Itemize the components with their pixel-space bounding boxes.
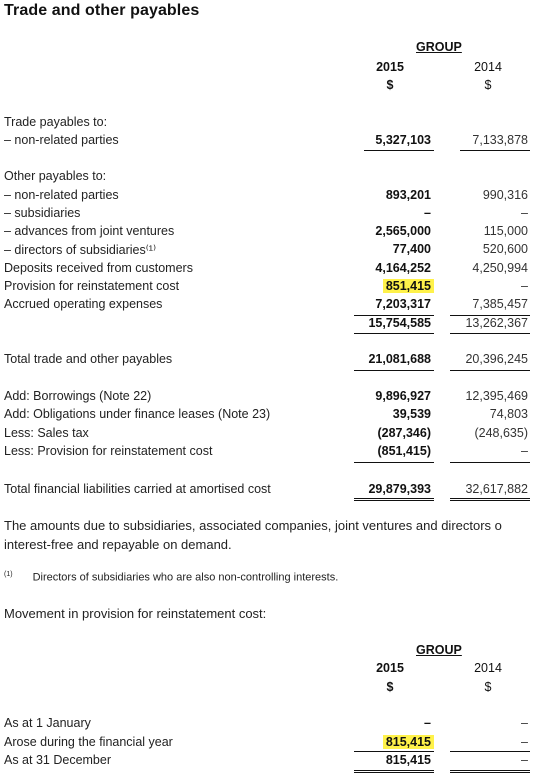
table-row xyxy=(0,389,544,405)
row-label: – non-related parties xyxy=(4,133,119,147)
row-label: – directors of subsidiaries⁽¹⁾ xyxy=(4,243,157,257)
rule xyxy=(460,150,530,151)
row-label: – subsidiaries xyxy=(4,206,81,220)
currency-2015: $ xyxy=(386,78,394,92)
rule xyxy=(354,751,434,752)
value-2015: 21,081,688 xyxy=(368,352,431,366)
double-rule xyxy=(354,498,434,501)
total-row xyxy=(0,352,544,368)
value-2015: 893,201 xyxy=(385,188,431,202)
value-2015: (851,415) xyxy=(377,444,431,458)
footnote xyxy=(4,571,338,584)
value-2015: 15,754,585 xyxy=(368,316,431,330)
value-2015: – xyxy=(424,206,431,220)
table-row xyxy=(0,716,544,732)
group-header: GROUP xyxy=(416,40,462,54)
table-row xyxy=(0,735,544,751)
value-2014: (248,635) xyxy=(474,426,528,440)
row-label: – non-related parties xyxy=(4,188,119,202)
rule xyxy=(450,333,530,334)
table-row xyxy=(0,261,544,277)
row-label: – advances from joint ventures xyxy=(4,224,175,238)
currency-2014: $ xyxy=(484,680,492,694)
table-row xyxy=(0,242,544,258)
rule xyxy=(354,370,434,371)
section-label-trade xyxy=(0,115,544,131)
value-2015-highlighted: 815,415 xyxy=(383,735,434,749)
row-label: Add: Borrowings (Note 22) xyxy=(4,389,152,403)
value-2014: 12,395,469 xyxy=(465,389,528,403)
value-2014: – xyxy=(521,444,528,458)
section-heading: Movement in provision for reinstatement cost: xyxy=(4,606,267,621)
row-label: Provision for reinstatement cost xyxy=(4,279,180,293)
note-paragraph-line: The amounts due to subsidiaries, associated companies, joint ventures and directors o xyxy=(4,518,502,533)
value-2015: 77,400 xyxy=(392,242,431,256)
table-row xyxy=(0,133,544,149)
rule xyxy=(450,370,530,371)
value-2014: – xyxy=(521,206,528,220)
value-2015: 2,565,000 xyxy=(375,224,431,238)
value-2015: 5,327,103 xyxy=(375,133,431,147)
value-2014: 7,133,878 xyxy=(472,133,528,147)
currency-2014: $ xyxy=(484,78,492,92)
col-header-2014: 2014 xyxy=(474,661,502,675)
total-row xyxy=(0,482,544,498)
row-label: Trade payables to: xyxy=(4,115,108,129)
double-rule xyxy=(450,770,530,773)
rule xyxy=(354,333,434,334)
value-2015: 39,539 xyxy=(392,407,431,421)
table-row xyxy=(0,297,544,313)
value-2015: (287,346) xyxy=(377,426,431,440)
row-label: Add: Obligations under finance leases (Note 23) xyxy=(4,407,271,421)
value-2014: – xyxy=(521,735,528,749)
table-row xyxy=(0,206,544,222)
table-row xyxy=(0,426,544,442)
value-2015: – xyxy=(424,716,431,730)
rule xyxy=(354,462,434,463)
table-row xyxy=(0,188,544,204)
row-label: As at 31 December xyxy=(4,753,111,767)
total-row xyxy=(0,753,544,769)
value-2014: 74,803 xyxy=(489,407,528,421)
rule xyxy=(364,150,434,151)
double-rule xyxy=(450,498,530,501)
table-row xyxy=(0,279,544,295)
value-2015-highlighted: 851,415 xyxy=(383,279,434,293)
col-header-2015: 2015 xyxy=(376,60,404,74)
currency-2015: $ xyxy=(386,680,394,694)
value-2015: 7,203,317 xyxy=(375,297,431,311)
page-title: Trade and other payables xyxy=(4,2,200,19)
value-2014: – xyxy=(521,716,528,730)
value-2014: – xyxy=(521,753,528,767)
rule xyxy=(450,462,530,463)
row-label: Total financial liabilities carried at amortised cost xyxy=(4,482,271,496)
row-label: Total trade and other payables xyxy=(4,352,173,366)
value-2014: 990,316 xyxy=(482,188,528,202)
col-header-2015: 2015 xyxy=(376,661,404,675)
value-2014: – xyxy=(521,279,528,293)
row-label: As at 1 January xyxy=(4,716,91,730)
row-label: Arose during the financial year xyxy=(4,735,173,749)
value-2014: 7,385,457 xyxy=(472,297,528,311)
value-2014: 20,396,245 xyxy=(465,352,528,366)
note-paragraph-line: interest-free and repayable on demand. xyxy=(4,537,232,552)
value-2015: 4,164,252 xyxy=(375,261,431,275)
value-2014: 13,262,367 xyxy=(465,316,528,330)
footnote-marker: (1) xyxy=(4,571,13,578)
value-2014: 4,250,994 xyxy=(472,261,528,275)
section-label-other xyxy=(0,169,544,185)
value-2014: 520,600 xyxy=(482,242,528,256)
row-label: Deposits received from customers xyxy=(4,261,193,275)
row-label: Less: Sales tax xyxy=(4,426,89,440)
col-header-2014: 2014 xyxy=(474,60,502,74)
value-2015: 815,415 xyxy=(385,753,431,767)
row-label: Less: Provision for reinstatement cost xyxy=(4,444,213,458)
value-2015: 9,896,927 xyxy=(375,389,431,403)
rule xyxy=(450,751,530,752)
row-label: Other payables to: xyxy=(4,169,107,183)
group-header: GROUP xyxy=(416,643,462,657)
footnote-text: Directors of subsidiaries who are also non-controlling interests. xyxy=(32,571,339,584)
value-2014: 32,617,882 xyxy=(465,482,528,496)
table-row xyxy=(0,407,544,423)
value-2015: 29,879,393 xyxy=(368,482,431,496)
table-row xyxy=(0,444,544,460)
value-2014: 115,000 xyxy=(483,224,528,238)
subtotal-row xyxy=(0,316,544,332)
table-row xyxy=(0,224,544,240)
row-label: Accrued operating expenses xyxy=(4,297,163,311)
double-rule xyxy=(354,770,434,773)
